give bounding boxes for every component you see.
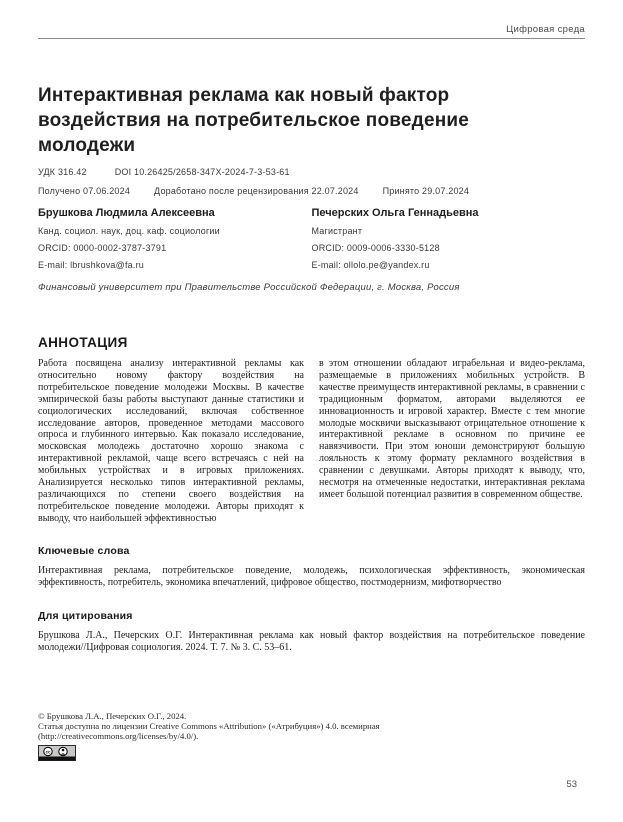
keywords-heading: Ключевые слова (38, 544, 130, 557)
license-line-1: Статья доступна по лицензии Creative Commons «Attribution» («Атрибуция») 4.0. всемирная (38, 721, 380, 731)
abstract-section (38, 335, 585, 525)
article-identifiers (38, 167, 585, 177)
running-head: Цифровая среда (506, 24, 585, 35)
author-orcid: ORCID: 0000-0002-3787-3791 (38, 243, 167, 253)
author-email: E-mail: ollolo.pe@yandex.ru (311, 260, 430, 270)
doi-code: DOI 10.26425/2658-347X-2024-7-3-53-61 (114, 167, 290, 177)
footer-license-block (38, 711, 498, 761)
author-card-2 (312, 207, 586, 277)
udc-code: УДК 316.42 (38, 167, 87, 177)
header-rule (38, 0, 585, 39)
license-line-2: (http://creativecommons.org/licenses/by/4.0/). (38, 731, 199, 741)
cc-icon (44, 747, 52, 755)
keywords-text: Интерактивная реклама, потребительское поведение, молодежь, психологическая эффективность, экономическая эффективность, потребитель, экономика впечатлений, цифровое общество, постмодернизм, мифотворчество (38, 564, 585, 589)
author-degree: Магистрант (311, 226, 363, 236)
received-date: Получено 07.06.2024 (38, 186, 131, 196)
author-email: E-mail: lbrushkova@fa.ru (38, 260, 144, 270)
affiliation: Финансовый университет при Правительстве Российской Федерации, г. Москва, Россия (38, 282, 460, 293)
article-title: Интерактивная реклама как новый фактор воздействия на потребительское поведение молодежи (38, 85, 470, 156)
copyright-line: © Брушкова Л.А., Печерских О.Г., 2024. (38, 711, 187, 721)
accepted-date: Принято 29.07.2024 (382, 186, 470, 196)
article-dates (38, 186, 585, 196)
abstract-columns (38, 358, 585, 525)
author-degree: Канд. социол. наук, доц. каф. социологии (38, 226, 220, 236)
person-icon (59, 747, 67, 755)
authors-block (38, 207, 585, 277)
svg-text:cc: cc (45, 749, 51, 755)
cc-license-badge (38, 745, 76, 761)
author-orcid: ORCID: 0009-0006-3330-5128 (311, 243, 440, 253)
citation-text: Брушкова Л.А., Печерских О.Г. Интерактивная реклама как новый фактор воздействия на потребительское поведение молодежи//Цифровая социология. 2024. Т. 7. № 3. С. 53–61. (38, 629, 585, 654)
abstract-heading: АННОТАЦИЯ (38, 335, 128, 350)
abstract-column-1: Работа посвящена анализу интерактивной рекламы как относительно новому фактору воздействия на потребительское поведение молодежи Москвы. В качестве эмпирической базы работы выступают данные статистики и социологических исследований, включая собственное исследование авторов, проведенное методами массового опроса и глубинного интервью. Как показало исследование, московская молодежь достаточно хорошо знакома с интерактивной рекламой, чаще всего встречаясь с ней на мобильных устройствах и в игровых приложениях. Анализируется несколько типов интерактивной рекламы, различающихся по степени своего воздействия на потребительское поведение молодежи. Авторы приходят к выводу, что наибольшей эффективностью (38, 358, 304, 524)
revised-date: Доработано после рецензирования 22.07.2024 (154, 186, 359, 196)
author-name: Брушкова Людмила Алексеевна (38, 207, 215, 219)
page-number: 53 (566, 779, 577, 790)
author-name: Печерских Ольга Геннадьевна (311, 207, 479, 219)
citation-heading: Для цитирования (38, 609, 133, 622)
author-card-1 (38, 207, 312, 277)
abstract-column-2: в этом отношении обладают играбельная и видео-реклама, размещаемые в приложениях мобильных устройств. В качестве преимуществ интерактивной рекламы, в сравнении с традиционным форматом, авторами выделяются ее инновационность и игровой характер. Вместе с тем многие молодые москвичи высказывают отрицательное отношение к интерактивной рекламе в основном по причине ее навязчивости. При этом юноши демонстрируют большую лояльность к этому формату рекламного воздействия в сравнении с девушками. Авторы приходят к выводу, что, несмотря на отмеченные недостатки, интерактивная реклама имеет большой потенциал развития в современном обществе. (319, 358, 585, 500)
keywords-section (38, 545, 585, 590)
citation-section (38, 610, 585, 655)
